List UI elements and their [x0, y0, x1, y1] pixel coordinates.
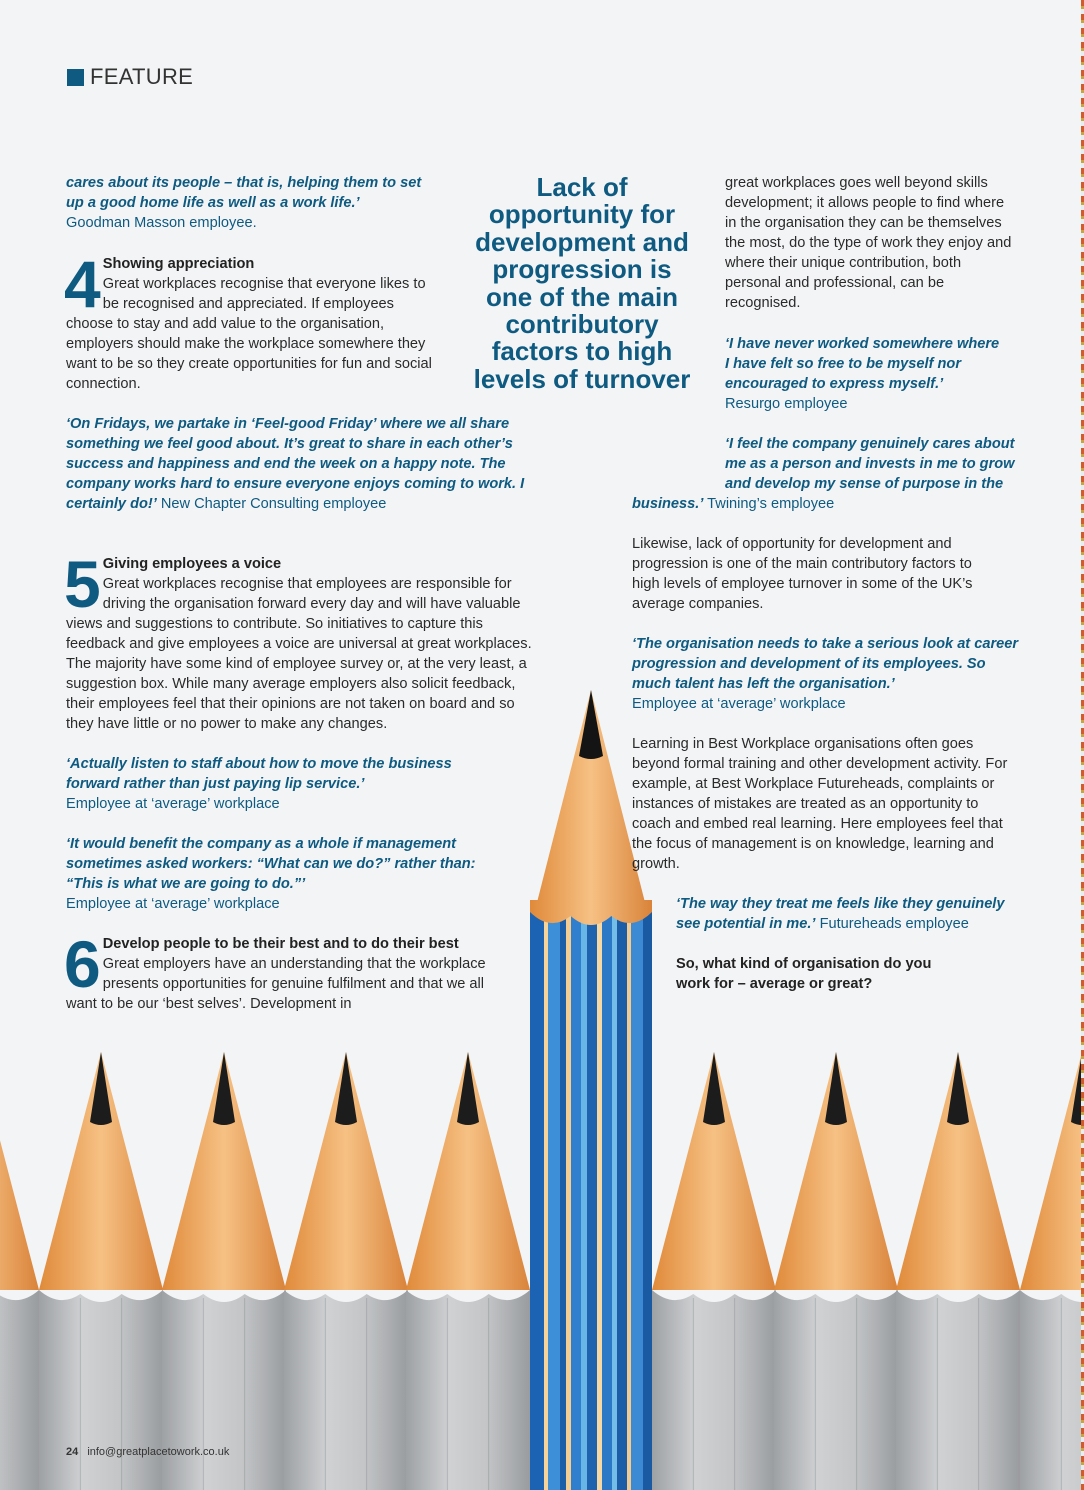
grey-pencil	[0, 1052, 39, 1490]
item-5	[64, 547, 532, 734]
grey-pencil	[1020, 1052, 1084, 1490]
page-number: 24	[66, 1446, 79, 1458]
serious-quote-block	[632, 634, 1022, 714]
section-label: FEATURE	[90, 64, 194, 89]
friday-source: New Chapter Consulting employee	[160, 496, 387, 512]
item-5-body: Great workplaces recognise that employees are responsible for driving the organisation forward every day and will have valuable views and suggestions to contribute. So initiatives to capture this feedback and give employees a voice are universal at great workplaces. The majority have some kind of employee survey or, at the very least, a suggestion box. While many average employers also solicit feedback, their employees feel that their opinions are not taken on board and so they have little or no power to make any changes.	[66, 576, 532, 732]
grey-pencil	[39, 1052, 163, 1490]
item-4	[64, 247, 438, 394]
grey-pencil	[896, 1052, 1020, 1490]
item-4-body: Great workplaces recognise that everyone likes to be recognised and appreciated. If employees choose to stay and add value to the organisation, employers should make the workplace somewhere they want to be so they create opportunities for fun and social connection.	[66, 276, 432, 392]
treat-quote: ‘The way they treat me feels like they genuinely see potential in me.’	[676, 896, 1005, 932]
listen-source: Employee at ‘average’ workplace	[66, 796, 280, 812]
intro-source: Goodman Masson employee.	[66, 215, 257, 231]
learning-para: Learning in Best Workplace organisations often goes beyond formal training and other development activity. For example, at Best Workplace Futureheads, complaints or instances of mistakes are treated as an opportunity to coach and embed real learning. Here employees feel that the focus of management is on knowledge, learning and growth.	[632, 736, 1008, 872]
header-square-icon	[67, 69, 84, 86]
benefit-quote: ‘It would benefit the company as a whole if management sometimes asked workers: “What can we do?” rather than: “This is what we are going to do.”’	[66, 836, 476, 892]
grey-pencil	[162, 1052, 286, 1490]
footer-email: info@greatplacetowork.co.uk	[87, 1446, 230, 1458]
likewise-para: Likewise, lack of opportunity for development and progression is one of the main contributory factors to high levels of employee turnover in some of the UK’s average companies.	[632, 536, 973, 612]
listen-quote-block	[66, 754, 466, 814]
friday-quote-block	[66, 414, 528, 514]
intro-quote: cares about its people – that is, helping them to set up a good home life as well as a work life.’	[66, 175, 422, 211]
grey-pencil	[406, 1052, 530, 1490]
listen-quote: ‘Actually listen to staff about how to move the business forward rather than just paying lip service.’	[66, 756, 452, 792]
page-footer	[66, 1446, 229, 1458]
left-intro	[66, 173, 426, 233]
item-6-body: Great employers have an understanding that the workplace presents opportunities for genuine fulfilment and that we all want to be our ‘best selves’. Development in	[66, 956, 486, 1012]
benefit-quote-block	[66, 834, 476, 914]
cares-quote: ‘I feel the company genuinely cares about me as a person and invests in me to grow and develop my sense of purpose in the business.’	[632, 436, 1015, 512]
item-6-number: 6	[64, 927, 99, 1001]
right-para-cont: great workplaces goes well beyond skills development; it allows people to find where in the organisation they can be themselves the most, do the type of work they enjoy and where their unique contribution, both personal and professional, can be recognised.	[725, 175, 1012, 311]
item-4-title: Showing appreciation	[102, 256, 255, 272]
closing-question: So, what kind of organisation do you work for – average or great?	[676, 956, 932, 992]
item-6	[64, 927, 486, 1014]
grey-pencil	[774, 1052, 898, 1490]
treat-quote-block	[676, 894, 1021, 934]
free-source: Resurgo employee	[725, 396, 848, 412]
cares-quote-block	[632, 434, 1022, 514]
grey-pencil	[652, 1052, 776, 1490]
friday-quote: ‘On Fridays, we partake in ‘Feel-good Friday’ where we all share something we feel good about. It’s great to share in each other’s success and happiness and end the week on a happy note. The company works hard to ensure everyone enjoys coming to work. I certainly do!’	[66, 416, 525, 512]
serious-quote: ‘The organisation needs to take a serious look at career progression and development of its employees. So much talent has left the organisation.’	[632, 636, 1019, 692]
treat-source: Futureheads employee	[819, 916, 969, 932]
section-header	[67, 64, 193, 90]
free-quote: ‘I have never worked somewhere where I have felt so free to be myself nor encouraged to express myself.’	[725, 336, 1000, 392]
serious-source: Employee at ‘average’ workplace	[632, 696, 846, 712]
pull-quote: Lack of opportunity for development and progression is one of the main contributory factors to high levels of turnover	[473, 172, 691, 394]
free-quote-block	[725, 334, 1005, 414]
cares-source: Twining’s employee	[707, 496, 835, 512]
item-6-title: Develop people to be their best and to do their best	[102, 936, 459, 952]
benefit-source: Employee at ‘average’ workplace	[66, 896, 280, 912]
item-5-number: 5	[64, 547, 99, 621]
item-5-title: Giving employees a voice	[102, 556, 282, 572]
grey-pencil	[284, 1052, 408, 1490]
item-4-number: 4	[64, 247, 99, 321]
